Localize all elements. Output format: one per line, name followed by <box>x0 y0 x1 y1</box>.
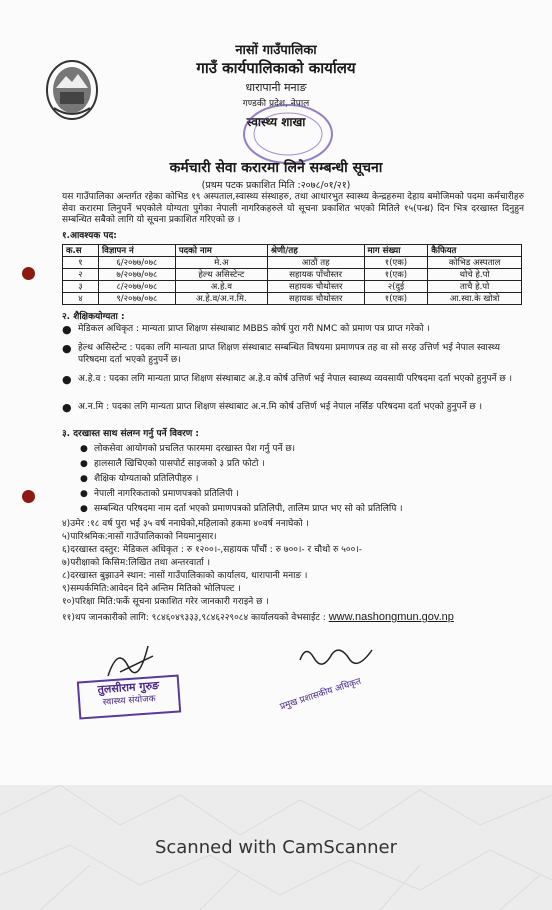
table-cell: आठौं तह <box>267 257 364 269</box>
contact-info <box>62 612 532 624</box>
bullet-icon: ● <box>80 474 88 484</box>
office-seal-stamp <box>240 102 336 166</box>
table-cell: ६/२०७७/०७८ <box>98 257 175 269</box>
document-text: लोकसेवा आयोगको प्रचलित फारममा दरखास्त पेश गर्नु पर्ने छ। <box>94 444 296 454</box>
section-documents: ३. दरखास्त साथ संलग्न गर्नु पर्ने विवरण : <box>62 429 199 439</box>
document-text: नेपाली नागरिकताको प्रमाणपत्रको प्रतिलिपी । <box>94 489 239 499</box>
list-item <box>80 489 520 500</box>
table-cell: ९/२०७७/०७८ <box>98 293 175 305</box>
table-cell: अ.हे.व/अ.न.मि. <box>175 293 267 305</box>
table-cell: १(एक) <box>364 269 428 281</box>
application-fee: ६)दरखास्त दस्तुर: मेडिकल अधिकृत : रु १२००।-,सहायक पाँचौं : रु ७००।- र चौथो रु ५००।- <box>62 545 362 555</box>
list-item <box>62 374 524 386</box>
qualification-text: मेडिकल अधिकृत : मान्यता प्राप्त शिक्षण संस्थाबाट MBBS कोर्ष पुरा गरी NMC को प्रमाण पत्र प्राप्त गरेको । <box>78 324 430 334</box>
bullet-icon: ● <box>80 444 88 454</box>
health-coordinator-stamp <box>77 674 181 719</box>
table-row <box>63 281 522 293</box>
contact-text: ११)थप जानकारीको लागि: ९८४६०४९३३३,९८४६२२९०८४ कार्यालयको वेभसाईट : <box>62 613 326 623</box>
section-required-positions: १.आवश्यक पद: <box>62 231 117 241</box>
table-header-cell: श्रेणी/तह <box>267 245 364 257</box>
table-header-row <box>63 245 522 257</box>
list-item <box>80 474 520 485</box>
table-row <box>63 293 522 305</box>
list-item <box>62 324 524 336</box>
table-row <box>63 257 522 269</box>
bullet-icon: ● <box>62 401 72 414</box>
punch-hole-icon <box>22 490 35 503</box>
bullet-icon: ● <box>80 504 88 514</box>
table-cell: २(दुई <box>364 281 428 293</box>
bullet-icon: ● <box>62 373 72 386</box>
document-text: हालसालै खिचिएको पासपोर्ट साइजको ३ प्रति फोटो । <box>94 459 265 469</box>
scanner-watermark-text: Scanned with CamScanner <box>154 837 398 858</box>
notice-publish-date: (प्रथम पटक प्रकाशित मिति :२०७८/०१/२१) <box>201 180 351 191</box>
scanner-footer <box>0 785 552 910</box>
table-cell: हेल्थ असिस्टेन्ट <box>175 269 267 281</box>
stamp-name: तुलसीराम गुरुङ <box>97 678 160 697</box>
exam-type: ७)परीक्षाको किसिम:लिखित तथा अन्तरवार्ता । <box>62 558 210 568</box>
table-header-cell: विज्ञापन नं <box>98 245 175 257</box>
table-cell: थोचे हे.पो <box>428 269 522 281</box>
office-location: धारापानी मनाङ <box>245 81 307 94</box>
table-row <box>63 269 522 281</box>
table-cell: सहायक चौथोस्तर <box>267 293 364 305</box>
table-cell: मे.अ <box>175 257 267 269</box>
table-cell: कोभिड अस्पताल <box>428 257 522 269</box>
qualification-text: हेल्थ असिस्टेन्ट : पदका लगि मान्यता प्राप्त शिक्षण संस्थाबाट सम्बन्धित विषयमा प्रमाणपत्र तह वा सो सरह उत्तिर्ण भई नेपाल स्वास्थ्य परिषदमा दर्ता भएको हुनुपर्ने छ। <box>78 343 500 365</box>
list-item <box>80 459 520 470</box>
table-cell: ७/२०७७/०७८ <box>98 269 175 281</box>
office-province: गण्डकी प्रदेश, नेपाल <box>242 99 310 109</box>
branch-name: स्वास्थ्य शाखा <box>246 115 306 129</box>
document-text: सम्बन्धित परिषदमा नाम दर्ता भएको प्रमाणपत्रको प्रतिलिपी, तालिम प्राप्त भए सो को प्रतिलिपि । <box>94 504 403 514</box>
table-cell: ताचै हे.पो <box>428 281 522 293</box>
table-cell: अ.हे.व <box>175 281 267 293</box>
punch-hole-icon <box>22 267 35 280</box>
exam-date: १०)परिक्षा मिति:फर्के सूचना प्रकाशित गरेर जानकारी गराइने छ । <box>62 597 269 607</box>
age-requirement: ४)उमेर :१८ वर्ष पुरा भई ३५ वर्ष ननाघेको,महिलाको हकमा ४०वर्ष ननाघेको । <box>62 519 309 529</box>
notice-intro-paragraph: यस गाउँपालिका अन्तर्गत रहेका कोभिड १९ अस्पताल,स्वास्थ्य संस्थाहरु, तथा आधारभुत स्वास्थ्य केन्द्रहरुमा देहाय बमोजिमको पदमा कर्मचारीहरु सेवा करारमा लिनुपर्ने भएकोले योग्यता पुगेका नेपाली नागरिकहरुले यो सूचना प्रकाशित भएको मितिले १५(पन्ध्र) दिन भित्र दरखास्त दिनुहुन सम्बन्धित सबैको लागि यो सूचना प्रकाशित गरिएको छ । <box>62 192 524 225</box>
list-item <box>62 402 524 414</box>
list-item <box>80 444 520 455</box>
notice-title: कर्मचारी सेवा करारमा लिने सम्बन्धी सूचना <box>169 160 383 176</box>
section-qualifications: २. शैक्षिकयोग्यता : <box>62 312 125 322</box>
qualification-text: अ.न.मि : पदका लगि मान्यता प्राप्त शिक्षण संस्थाबाट अ.न.मि कोर्ष उत्तिर्ण भई नेपाल नर्सिङ परिषदमा दर्ता भएको हुनुपर्ने छ । <box>78 402 483 412</box>
table-cell: १ <box>63 257 99 269</box>
table-cell: ८/२०७७/०७८ <box>98 281 175 293</box>
table-header-cell: कैफियत <box>428 245 522 257</box>
table-cell: आ.स्वा.के खोत्रो <box>428 293 522 305</box>
table-cell: १(एक) <box>364 257 428 269</box>
bullet-icon: ● <box>62 342 72 355</box>
stamp-designation: स्वास्थ्य संयोजक <box>102 694 157 708</box>
table-cell: सहायक पाँचौस्तर <box>267 269 364 281</box>
table-header-cell: माग संख्या <box>364 245 428 257</box>
table-header-cell: पदको नाम <box>175 245 267 257</box>
contact-date: ९)सम्पर्कमिति:आवेदन दिने अन्तिम मितिको भोलिपल्ट । <box>62 584 241 594</box>
chief-officer-stamp: प्रमुख प्रशासकीय अधिकृत <box>278 676 363 713</box>
list-item <box>80 504 520 515</box>
bullet-icon: ● <box>62 323 72 336</box>
table-header-cell: क.स <box>63 245 99 257</box>
table-cell: १(एक) <box>364 293 428 305</box>
municipality-name: नासों गाउँपालिका <box>235 43 317 58</box>
remuneration: ५)पारिश्रमिक:नासों गाउँपालिकाको नियमानुसार। <box>62 532 217 542</box>
table-cell: ४ <box>63 293 99 305</box>
bullet-icon: ● <box>80 489 88 499</box>
website-link[interactable]: www.nashongmun.gov.np <box>328 611 454 623</box>
table-cell: २ <box>63 269 99 281</box>
bullet-icon: ● <box>80 459 88 469</box>
list-item <box>62 343 524 366</box>
submission-place: ८)दरखास्त बुझाउने स्थान: नासों गाउँपालिकाको कार्यालय, धारापानी मनाङ । <box>62 571 308 581</box>
office-name: गाउँ कार्यपालिकाको कार्यालय <box>196 59 356 77</box>
document-text: शैक्षिक योग्यताको प्रतिलिपीहरु । <box>94 474 199 484</box>
positions-table <box>62 244 522 305</box>
table-cell: ३ <box>63 281 99 293</box>
table-cell: सहायक चौथोस्तर <box>267 281 364 293</box>
qualification-text: अ.हे.व : पदका लगि मान्यता प्राप्त शिक्षण संस्थाबाट अ.हे.व कोर्ष उत्तिर्ण भई नेपाल स्वास्थ्य व्यवसायी परिषदमा दर्ता भएको हुनुपर्ने छ । <box>78 374 512 384</box>
